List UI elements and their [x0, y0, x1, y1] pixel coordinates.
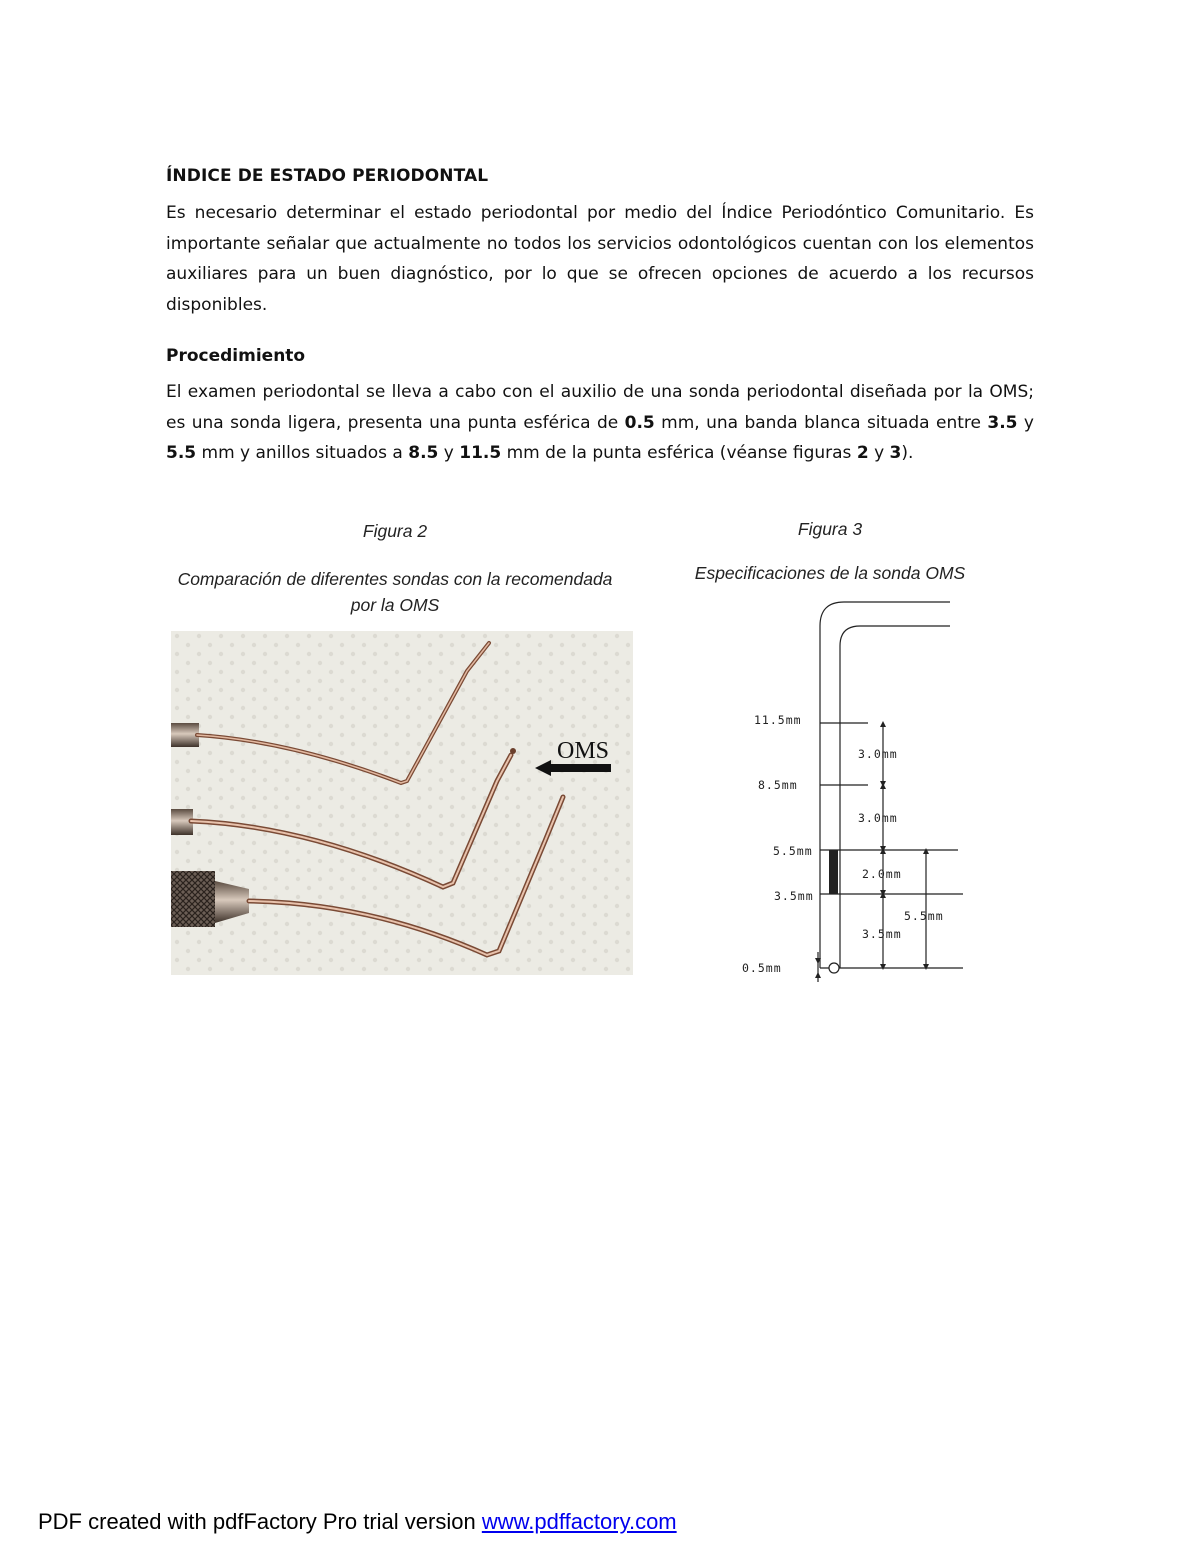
oms-photo-label: OMS: [557, 738, 610, 764]
probe3-handle: [171, 871, 215, 927]
label-3-0mm-lower: 3.0mm: [858, 811, 898, 825]
figure2-description: Comparación de diferentes sondas con la recomendada por la OMS: [177, 569, 613, 615]
label-2-0mm: 2.0mm: [862, 867, 902, 881]
label-11-5mm: 11.5mm: [754, 713, 802, 727]
procedure-heading: Procedimiento: [166, 346, 306, 366]
footer-text: PDF created with pdfFactory Pro trial version: [38, 1509, 482, 1534]
label-3-0mm-upper: 3.0mm: [858, 747, 898, 761]
figure3-description: Especificaciones de la sonda OMS: [694, 563, 966, 583]
label-8-5mm: 8.5mm: [758, 778, 798, 792]
label-5-5mm: 5.5mm: [773, 844, 813, 858]
section-heading: ÍNDICE DE ESTADO PERIODONTAL: [166, 166, 489, 186]
figure3-number: Figura 3: [797, 519, 863, 539]
label-0-5mm: 0.5mm: [742, 961, 782, 975]
procedure-paragraph: El examen periodontal se lleva a cabo con el auxilio de una sonda periodontal diseñada por la OMS; es una sonda ligera, presenta una punta esférica de 0.5 mm, una banda blanca situada entre 3.5 y 5.5 mm y anillos situados a 8.5 y 11.5 mm de la punta esférica (véanse figuras 2 y 3).: [166, 382, 1034, 463]
intro-paragraph: Es necesario determinar el estado periodontal por medio del Índice Periodóntico Comunitario. Es importante señalar que actualmente no todos los servicios odontológicos cuentan con los elementos auxiliares para un buen diagnóstico, por lo que se ofrecen opciones de acuerdo a los recursos disponibles.: [166, 203, 1034, 315]
probe1-handle: [171, 723, 199, 747]
figure2-number: Figura 2: [362, 521, 428, 541]
probes-illustration: [171, 631, 633, 975]
probes-photo: [171, 631, 633, 975]
label-5-5mm-right: 5.5mm: [904, 909, 944, 923]
pdf-footer: [38, 1509, 677, 1535]
label-3-5mm: 3.5mm: [774, 889, 814, 903]
pdffactory-link[interactable]: www.pdffactory.com: [481, 1509, 677, 1534]
label-3-5mm-right: 3.5mm: [862, 927, 902, 941]
oms-probe-diagram: [728, 596, 978, 992]
probe-spec-drawing: [728, 596, 978, 992]
